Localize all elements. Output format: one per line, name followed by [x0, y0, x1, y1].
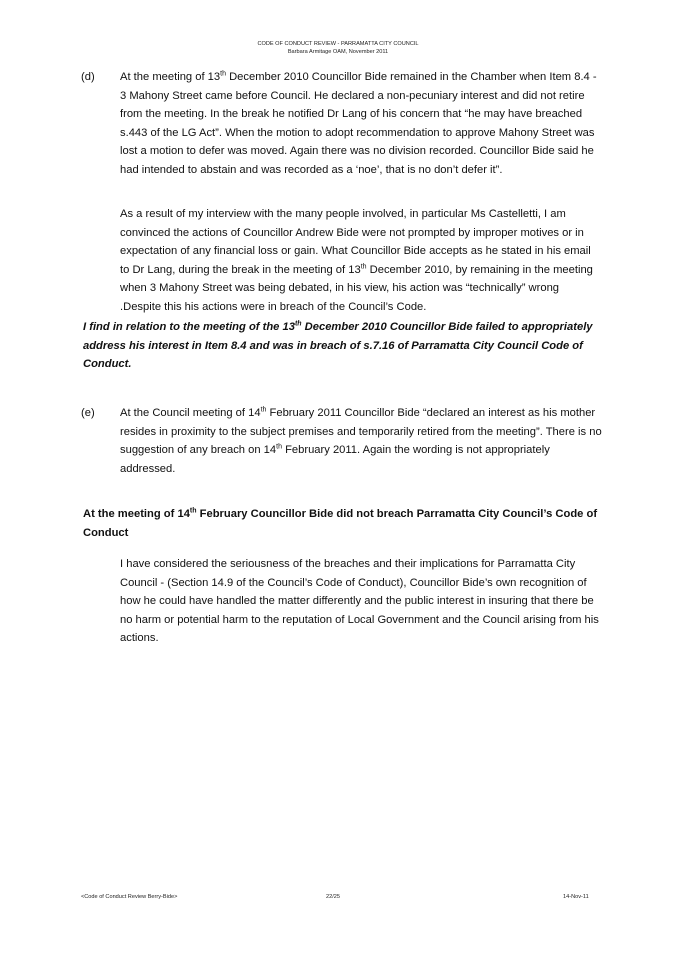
item-d-marker: (d) — [81, 71, 95, 83]
finding-e: At the meeting of 14th February Councillor Bide did not breach Parramatta City Council’s Code of Conduct — [83, 507, 598, 539]
item-e-paragraph: At the Council meeting of 14th February 2011 Councillor Bide “declared an interest as his mother resides in proximity to the subject premises and temporarily retired from the meeting”. There is no suggestion of any breach on 14th February 2011. Again the wording is not appropriately addressed. — [120, 406, 602, 475]
item-d-paragraph-2: As a result of my interview with the many people involved, in particular Ms Castelletti, I am convinced the actions of Councillor Andrew Bide were not prompted by improper motives or in expectation of any financial loss or gain. What Councillor Bide accepts as he stated in his email to Dr Lang, during the break in the meeting of 13th December 2010, by remaining in the meeting when 3 Mahony Street was being debated, in his view, his action was “technically” wrong .Despite this his actions were in breach of the Council’s Code. — [120, 208, 593, 313]
item-d-paragraph-1: At the meeting of 13th December 2010 Councillor Bide remained in the Chamber when Item 8.4 - 3 Mahony Street came before Council. He declared a non-pecuniary interest and did not retire from the meeting. In the break he notified Dr Lang of his concern that “he may have breached s.443 of the LG Act”. When the motion to adopt recommendation to approve Mahony Street was lost a motion to defer was moved. Again there was no division recorded. Councillor Bide said he had intended to abstain and was recorded as a ‘noe’, that is no don’t defer it”. — [120, 70, 597, 176]
item-e-marker: (e) — [81, 407, 95, 419]
page-header — [0, 40, 676, 56]
header-author: Barbara Armitage OAM, November 2011 — [287, 49, 389, 55]
closing-paragraph: I have considered the seriousness of the breaches and their implications for Parramatta City Council - (Section 14.9 of the Council’s Code of Conduct), Councillor Bide’s own recognition of how he could have handled the matter differently and the public interest in insuring that there be no harm or potential harm to the reputation of Local Government and the Council arising from his actions. — [120, 558, 599, 645]
footer-date: 14-Nov-11 — [563, 894, 589, 900]
finding-d: I find in relation to the meeting of the 13th December 2010 Councillor Bide failed to appropriately address his interest in Item 8.4 and was in breach of s.7.16 of Parramatta City Council Code of Conduct. — [83, 320, 593, 371]
footer-page-number: 22/25 — [326, 894, 340, 900]
footer-document-name: <Code of Conduct Review Berry-Bide> — [81, 894, 178, 900]
header-title: CODE OF CONDUCT REVIEW - PARRAMATTA CITY COUNCIL — [257, 41, 419, 47]
